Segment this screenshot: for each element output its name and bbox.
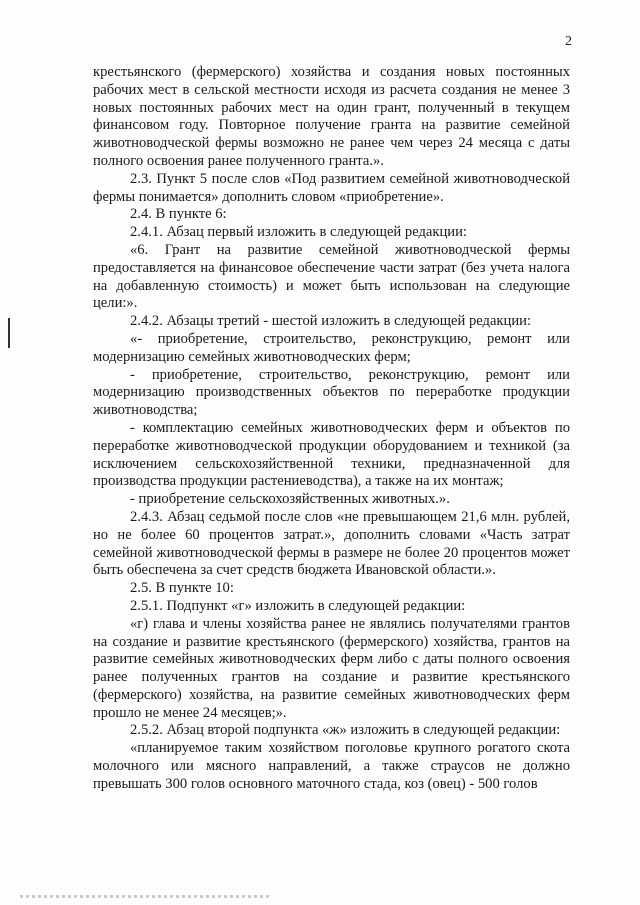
paragraph: 2.4.1. Абзац первый изложить в следующей редакции: [130,224,467,241]
paragraph: 2.4.3. Абзац седьмой после слов «не превышающем 21,6 млн. рублей, но не более 60 процентов затрат.», дополнить словами «Часть затрат семейной животноводческой фермы в размере не более 20 процентов может быть обеспечена за счет средств бюджета Ивановской области.». [93,508,570,579]
paragraph: «- приобретение, строительство, реконструкцию, ремонт или модернизацию семейных животноводческих ферм; [93,330,570,365]
paragraph: - приобретение, строительство, реконструкцию, ремонт или модернизацию производственных объектов по переработке продукции животноводства; [93,366,570,419]
document-body [93,64,570,794]
scan-footer-artifact [20,895,270,898]
paragraph: 2.3. Пункт 5 после слов «Под развитием семейной животноводческой фермы понимается» дополнить словом «приобретение». [93,170,570,205]
paragraph: 2.5.1. Подпункт «г» изложить в следующей редакции: [130,597,466,614]
paragraph: 2.4. В пункте 6: [130,206,227,223]
paragraph: 2.4.2. Абзацы третий - шестой изложить в следующей редакции: [130,313,531,330]
paragraph: «планируемое таким хозяйством поголовье крупного рогатого скота молочного или мясного направлений, а также страусов не должно превышать 300 голов основного маточного стада, коз (овец) - 500 голов [93,740,570,792]
paragraph: - приобретение сельскохозяйственных животных.». [130,491,450,508]
paragraph: 2.5.2. Абзац второй подпункта «ж» изложить в следующей редакции: [130,722,561,739]
paragraph: «6. Грант на развитие семейной животноводческой фермы предоставляется на финансовое обеспечение части затрат (без учета налога на добавленную стоимость) и может быть использован на следующие цели:». [93,241,570,312]
page-number: 2 [565,34,572,49]
paragraph: крестьянского (фермерского) хозяйства и создания новых постоянных рабочих мест в сельской местности исходя из расчета создания не менее 3 новых постоянных рабочих мест на один грант, полученный в текущем финансовом году. Повторное получение гранта на развитие семейной животноводческой фермы возможно не ранее чем через 24 месяца с даты полного освоения ранее полученного гранта.». [93,64,570,169]
margin-mark [8,318,10,348]
paragraph: - комплектацию семейных животноводческих ферм и объектов по переработке животноводческой продукции оборудованием и техникой (за исключением сельскохозяйственной техники, предназначенной для производства продукции растениеводства), а также на их монтаж; [93,419,570,490]
paragraph: «г) глава и члены хозяйства ранее не являлись получателями грантов на создание и развитие крестьянского (фермерского) хозяйства, грантов на развитие семейных животноводческих ферм либо с даты полного освоения ранее полученных грантов на создание и развитие крестьянского (фермерского) хозяйства, на развитие семейных животноводческих ферм прошло не менее 24 месяцев;». [93,615,570,721]
paragraph: 2.5. В пункте 10: [130,580,234,597]
